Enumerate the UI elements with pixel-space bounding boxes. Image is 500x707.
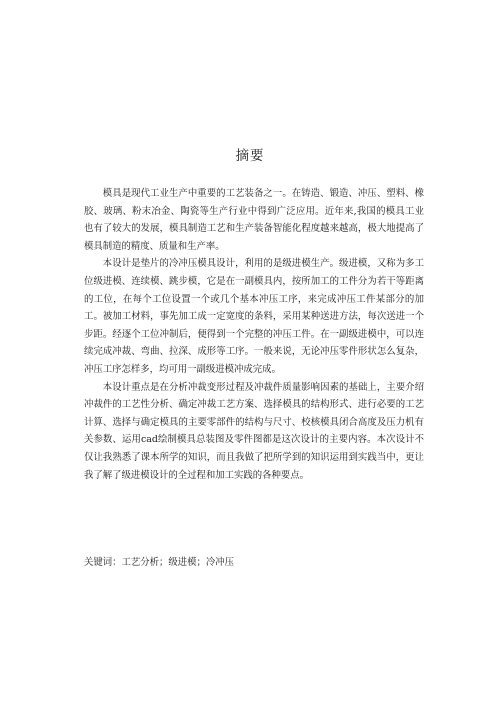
- paragraph-design: 本设计是垫片的冷冲压模具设计，利用的是级进模生产。级进模，又称为多工位级进模、连续模、跳步模，它是在一副模具内，按所加工的工件分为若干等距离的工位，在每个工位设置一个或几个基本冲压工序，来完成冲压工件某部分的加工。被加工材料，事先加工成一定宽度的条料，采用某种送进方法，每次送进一个步距。经逐个工位冲制后，便得到一个完整的冲压工件。在一副级进模中，可以连续完成冲裁、弯曲、拉深、成形等工序。一般来说，无论冲压零件形状怎么复杂，冲压工序怎样多，均可用一副级进模冲成完成。: [84, 258, 424, 375]
- keywords-line: 关键词：工艺分析；级进模；冷冲压: [84, 557, 235, 568]
- paragraph-focus: 本设计重点是在分析冲裁变形过程及冲裁件质量影响因素的基础上，主要介绍冲裁件的工艺性分析、确定冲裁工艺方案、选择模具的结构形式、进行必要的工艺计算、选择与确定模具的主要零部件的结构与尺寸、校核模具闭合高度及压力机有关参数、运用cad绘制模具总装图及零件图都是这次设计的主要内容。本次设计不仅让我熟悉了课本所学的知识，而且我做了把所学到的知识运用到实践当中，更让我了解了级进模设计的全过程和加工实践的各种要点。: [84, 381, 424, 481]
- paragraph-intro: 模具是现代工业生产中重要的工艺装备之一。在铸造、锻造、冲压、塑料、橡胶、玻璃、粉末冶金、陶瓷等生产行业中得到广泛应用。近年来,我国的模具工业也有了较大的发展，模具制造工艺和生产装备智能化程度越来越高，极大地提高了模具制造的精度、质量和生产率。: [84, 188, 424, 252]
- page-title: 摘要: [235, 148, 265, 164]
- abstract-body: [84, 185, 424, 484]
